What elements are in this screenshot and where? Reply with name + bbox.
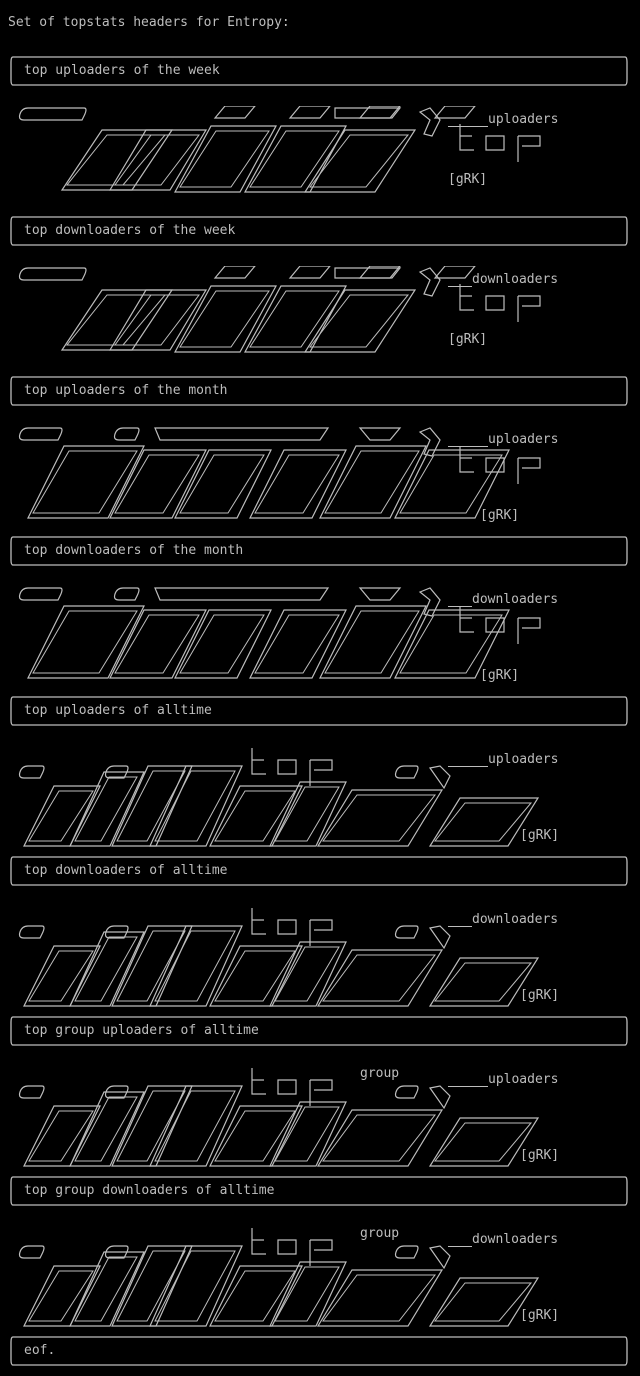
art-role-label: downloaders (472, 592, 559, 607)
section-header-box (10, 56, 628, 86)
section-header-label: top downloaders of the month (24, 543, 244, 558)
section-header-box (10, 1016, 628, 1046)
section-header-label: top uploaders of the month (24, 383, 228, 398)
role-underline (448, 1086, 488, 1087)
footer-label: eof. (24, 1343, 56, 1358)
signature-tag: [gRK] (520, 988, 560, 1003)
art-role-label: uploaders (488, 432, 559, 447)
role-underline (448, 126, 488, 127)
art-role-label: downloaders (472, 272, 559, 287)
art-group-label: group (360, 1226, 400, 1241)
intro-text: Set of topstats headers for Entropy: (8, 15, 290, 30)
art-role-label: uploaders (488, 1072, 559, 1087)
section-header-box (10, 1176, 628, 1206)
role-underline (448, 286, 472, 287)
signature-tag: [gRK] (520, 1148, 560, 1163)
signature-tag: [gRK] (520, 828, 560, 843)
section-header-box (10, 536, 628, 566)
role-underline (448, 1246, 472, 1247)
signature-tag: [gRK] (448, 332, 488, 347)
section-header-box (10, 856, 628, 886)
signature-tag: [gRK] (520, 1308, 560, 1323)
art-role-label: uploaders (488, 752, 559, 767)
role-underline (448, 446, 488, 447)
section-header-label: top group uploaders of alltime (24, 1023, 259, 1038)
section-header-box (10, 696, 628, 726)
section-header-label: top downloaders of the week (24, 223, 236, 238)
footer-box (10, 1336, 628, 1366)
signature-tag: [gRK] (480, 668, 520, 683)
section-header-label: top group downloaders of alltime (24, 1183, 275, 1198)
section-header-label: top uploaders of alltime (24, 703, 212, 718)
section-header-label: top downloaders of alltime (24, 863, 228, 878)
role-underline (448, 606, 472, 607)
art-role-label: downloaders (472, 1232, 559, 1247)
section-header-label: top uploaders of the week (24, 63, 220, 78)
role-underline (448, 766, 488, 767)
signature-tag: [gRK] (448, 172, 488, 187)
art-group-label: group (360, 1066, 400, 1081)
art-role-label: uploaders (488, 112, 559, 127)
section-header-box (10, 376, 628, 406)
section-header-box (10, 216, 628, 246)
role-underline (448, 926, 472, 927)
art-role-label: downloaders (472, 912, 559, 927)
signature-tag: [gRK] (480, 508, 520, 523)
